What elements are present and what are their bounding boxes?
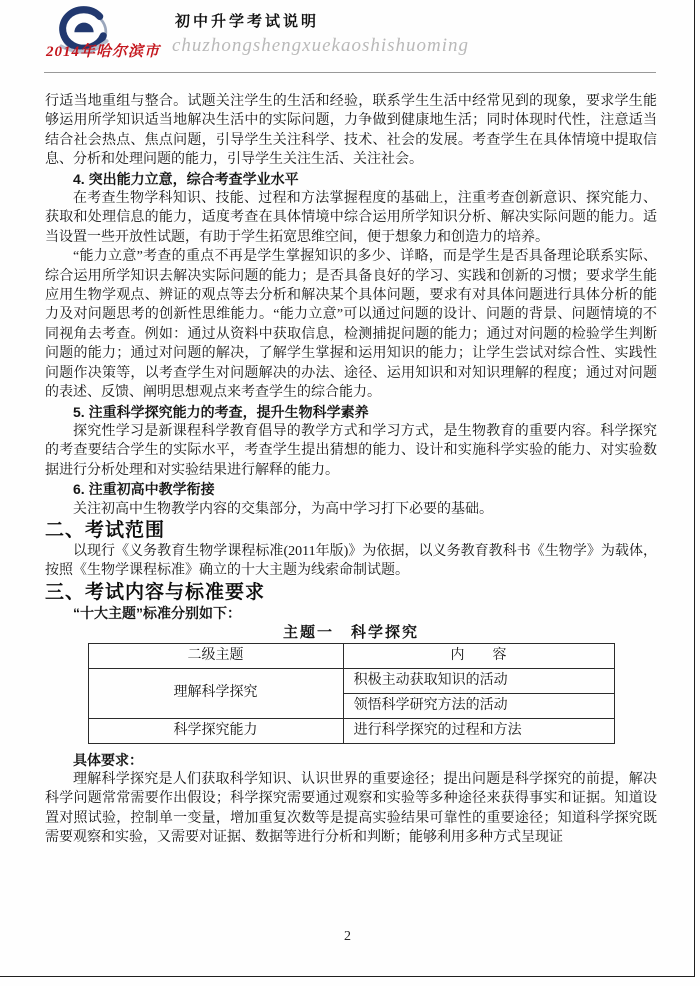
page-header [0, 0, 700, 90]
table-header-row [88, 643, 614, 668]
paragraph-4a: 在考查生物学科知识、技能、过程和方法掌握程度的基础上，注重考查创新意识、探究能力、获取和处理信息的能力，适度考查在具体情境中综合运用所学知识分析、解决实际问题的能力。适当设置一些开放性试题，有助于学生拓宽思维空间，便于想象力和创造力的培养。 [45, 191, 657, 245]
document-body [45, 92, 657, 848]
section-title-exam-scope: 二、考试范围 [45, 519, 166, 541]
paragraph-specific-requirements: 理解科学探究是人们获取科学知识、认识世界的重要途径；提出问题是科学探究的前提，解决科学问题常常需要作出假设；科学探究需要通过观察和实验等多种途径来获得事实和证据。知道设置对照试验，控制单一变量，增加重复次数等是提高实验结果可靠性的重要途径；知道科学探究既需要观察和实验，又需要对证据、数据等进行分析和判断；能够利用多种方式呈现证 [45, 771, 657, 846]
subheading-5: 5. 注重科学探究能力的考查，提升生物科学素养 [73, 403, 369, 420]
title-pinyin: chuzhongshengxuekaoshishuoming [172, 35, 470, 56]
specific-requirements-label: 具体要求： [73, 751, 143, 768]
page-border-bottom [0, 976, 695, 977]
document-title: 初中升学考试说明 [175, 13, 320, 30]
paragraph-4b: “能力立意”考查的重点不再是学生掌握知识的多少、详略，而是学生是否具备理论联系实际、综合运用所学知识去解决实际问题的能力；是否具备良好的学习、实践和创新的习惯；要求学生能应用生物学观点、辨证的观点等去分析和解决某个具体问题，要求有对具体问题进行具体分析的能力及对问题思考的创新性思维能力。“能力立意”可以通过问题的设计、问题的背景、问题情境的不同视角去考查。例如：通过从资料中获取信息，检测捕捉问题的能力；通过对问题的检验学生判断问题的能力；通过对问题的解决，了解学生掌握和运用知识的能力；让学生尝试对综合性、实践性问题作决策等，以考查学生对问题解决的办法、途径、运用知识和对知识理解的程度；通过对问题的表述、反馈、阐明思想观点来考查学生的综合能力。 [45, 249, 657, 401]
paragraph-6: 关注初高中生物教学内容的交集部分，为高中学习打下必要的基础。 [73, 501, 493, 517]
cell-content-item: 积极主动获取知识的活动 [343, 668, 614, 693]
section-title-exam-content: 三、考试内容与标准要求 [45, 581, 266, 603]
subheading-6: 6. 注重初高中教学衔接 [73, 481, 215, 498]
theme-one-title: 主题一 科学探究 [282, 624, 419, 642]
cell-content-item: 领悟科学研究方法的活动 [343, 693, 614, 718]
col-header-secondary-topic: 二级主题 [88, 643, 343, 668]
year-city-label: 2014年哈尔滨市 [46, 44, 161, 60]
themes-lead-line: “十大主题”标准分别如下： [73, 604, 241, 621]
col-header-content: 内 容 [343, 643, 614, 668]
cell-topic-understand-inquiry: 理解科学探究 [88, 668, 343, 718]
page-border-right [694, 0, 695, 977]
paragraph-5: 探究性学习是新课程科学教育倡导的教学方式和学习方式，是生物教育的重要内容。科学探究的考查要结合学生的实际水平，考查学生提出猜想的能力、设计和实施科学实验的能力、对实验数据进行分析处理和对实验结果进行解释的能力。 [45, 423, 657, 478]
cell-topic-inquiry-ability: 科学探究能力 [88, 718, 343, 743]
page-number: 2 [344, 929, 351, 944]
subheading-4: 4. 突出能力立意，综合考查学业水平 [73, 170, 299, 187]
paragraph-continuation: 行适当地重组与整合。试题关注学生的生活和经验，联系学生生活中经常见到的现象，要求学生能够运用所学知识适当地解决生活中的实际问题，力争做到健康地生活；同时体现时代性，注意适当结合社会热点、焦点问题，引导学生关注科学、技术、社会的发展。考查学生在具体情境中提取信息、分析和处理问题的能力，引导学生关注生活、关注社会。 [45, 94, 657, 168]
theme-table [88, 643, 615, 744]
table-row [88, 718, 614, 743]
paragraph-scope: 以现行《义务教育生物学课程标准(2011年版)》为依据，以义务教育教科书《生物学》为载体，按照《生物学课程标准》确立的十大主题为线索命制试题。 [45, 543, 657, 579]
table-row [88, 668, 614, 693]
header-divider [44, 72, 656, 73]
cell-content-item: 进行科学探究的过程和方法 [343, 718, 614, 743]
